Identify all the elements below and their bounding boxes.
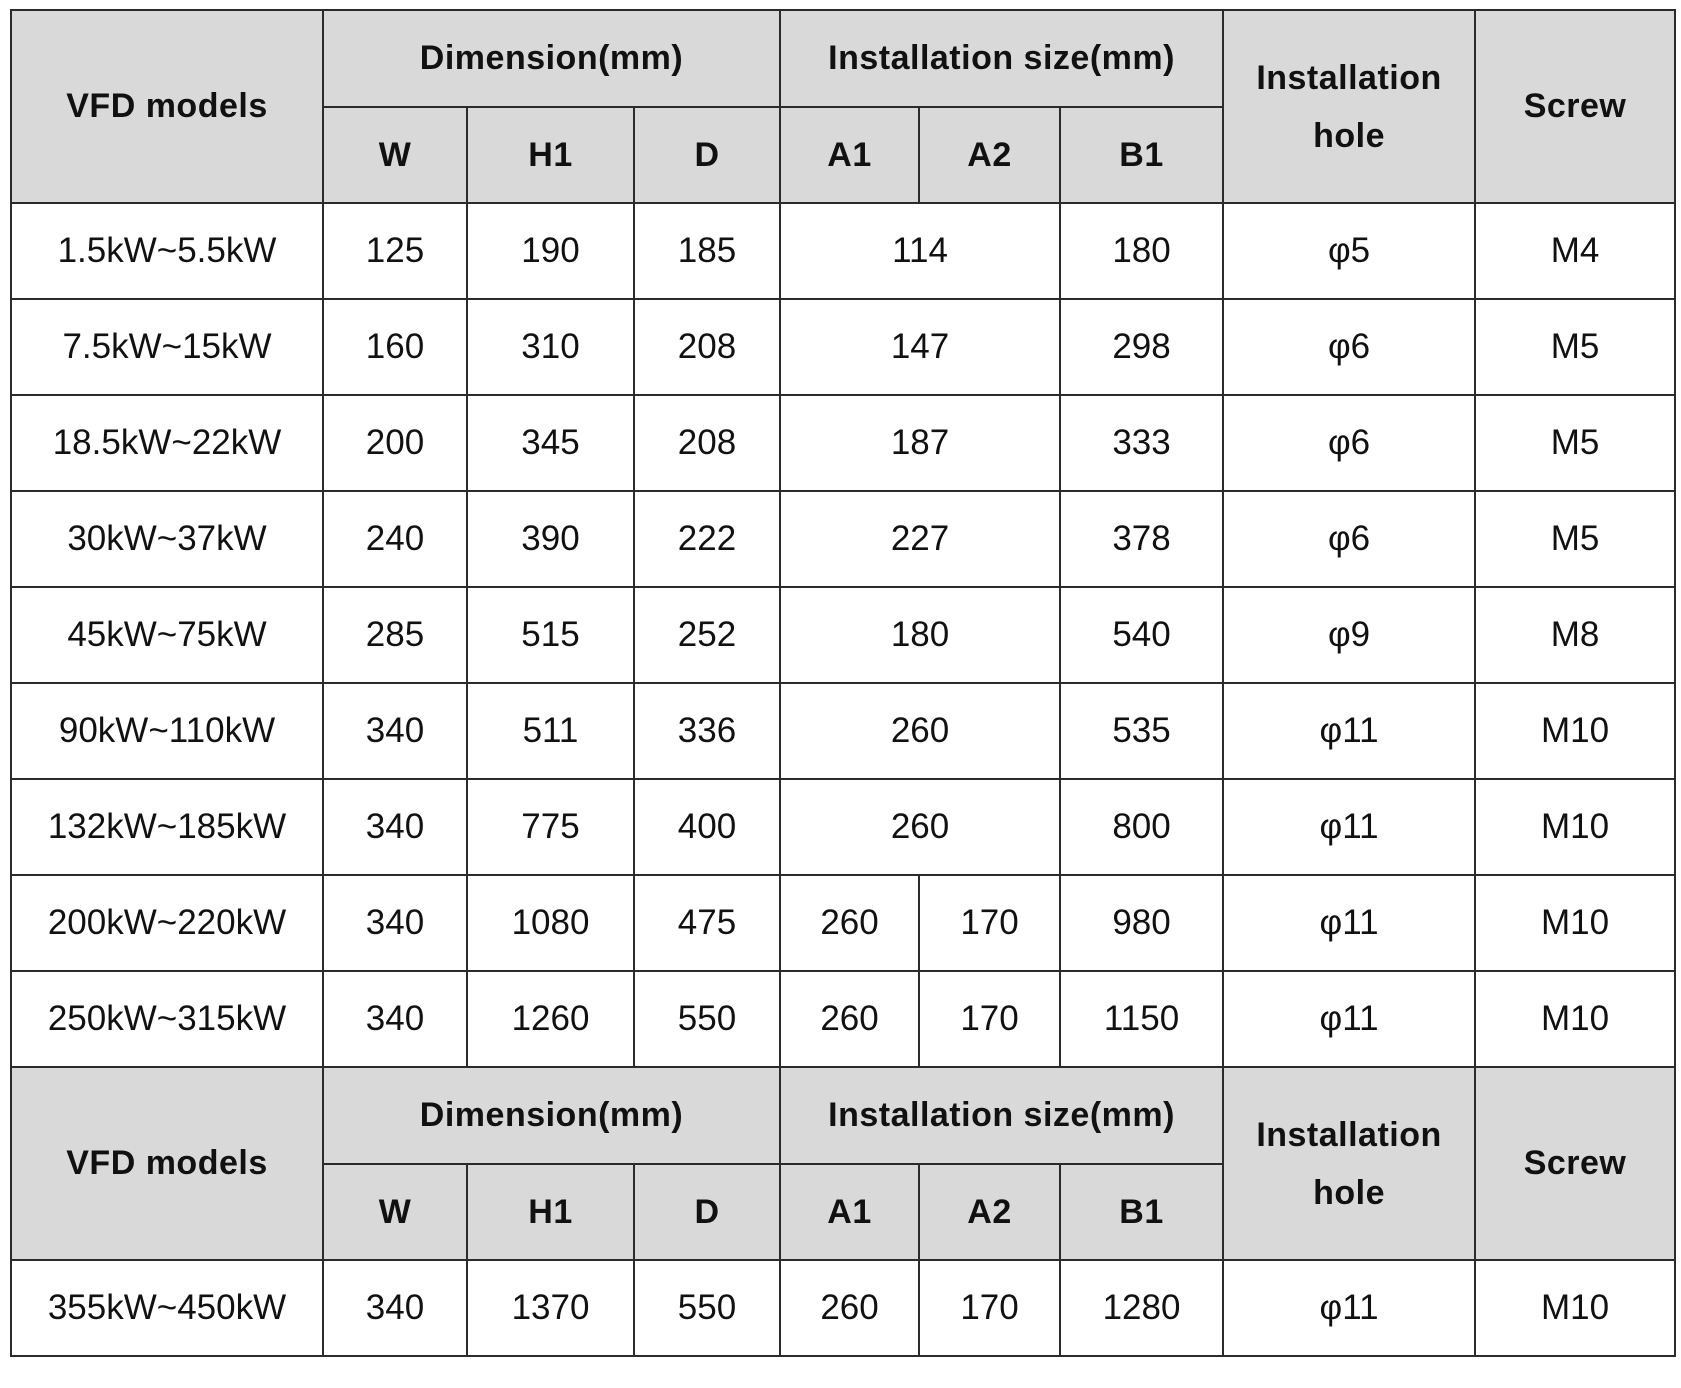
header-a1: A1 [780, 107, 919, 203]
cell-b1: 333 [1060, 395, 1223, 491]
cell-b1: 800 [1060, 779, 1223, 875]
cell-h1: 1260 [467, 971, 634, 1067]
cell-w: 340 [323, 875, 467, 971]
cell-screw: M10 [1475, 683, 1675, 779]
cell-a: 114 [780, 203, 1060, 299]
header-h1: H1 [467, 1164, 634, 1260]
cell-w: 240 [323, 491, 467, 587]
header-row-top-repeat [11, 1067, 1675, 1164]
cell-b1: 378 [1060, 491, 1223, 587]
cell-screw: M5 [1475, 299, 1675, 395]
header-w: W [323, 1164, 467, 1260]
cell-a: 147 [780, 299, 1060, 395]
cell-a: 227 [780, 491, 1060, 587]
header-b1: B1 [1060, 1164, 1223, 1260]
cell-hole: φ11 [1223, 875, 1475, 971]
cell-d: 550 [634, 971, 780, 1067]
cell-a: 187 [780, 395, 1060, 491]
header-a2: A2 [919, 1164, 1060, 1260]
cell-model: 45kW~75kW [11, 587, 323, 683]
cell-hole: φ6 [1223, 491, 1475, 587]
cell-h1: 1370 [467, 1260, 634, 1356]
cell-hole: φ11 [1223, 971, 1475, 1067]
cell-hole: φ9 [1223, 587, 1475, 683]
header-installation-size: Installation size(mm) [780, 1067, 1223, 1164]
header-installation-size: Installation size(mm) [780, 10, 1223, 107]
cell-h1: 190 [467, 203, 634, 299]
cell-screw: M10 [1475, 875, 1675, 971]
header-installation-hole [1223, 1067, 1475, 1260]
cell-a1: 260 [780, 875, 919, 971]
header-d: D [634, 107, 780, 203]
cell-screw: M4 [1475, 203, 1675, 299]
table-row [11, 971, 1675, 1067]
table-row [11, 779, 1675, 875]
cell-a: 180 [780, 587, 1060, 683]
cell-screw: M5 [1475, 491, 1675, 587]
header-d: D [634, 1164, 780, 1260]
cell-d: 336 [634, 683, 780, 779]
header-installation-hole [1223, 10, 1475, 203]
cell-w: 340 [323, 1260, 467, 1356]
cell-b1: 298 [1060, 299, 1223, 395]
table-row [11, 395, 1675, 491]
cell-a1: 260 [780, 971, 919, 1067]
header-installation-hole-line2: hole [1313, 1173, 1385, 1212]
cell-w: 340 [323, 683, 467, 779]
cell-h1: 775 [467, 779, 634, 875]
cell-b1: 980 [1060, 875, 1223, 971]
cell-model: 355kW~450kW [11, 1260, 323, 1356]
cell-b1: 180 [1060, 203, 1223, 299]
header-dimension: Dimension(mm) [323, 1067, 780, 1164]
cell-hole: φ5 [1223, 203, 1475, 299]
cell-model: 132kW~185kW [11, 779, 323, 875]
cell-a: 260 [780, 683, 1060, 779]
header-dimension: Dimension(mm) [323, 10, 780, 107]
cell-b1: 540 [1060, 587, 1223, 683]
cell-screw: M10 [1475, 779, 1675, 875]
cell-hole: φ6 [1223, 395, 1475, 491]
cell-a1: 260 [780, 1260, 919, 1356]
header-screw: Screw [1475, 10, 1675, 203]
cell-w: 200 [323, 395, 467, 491]
header-a1: A1 [780, 1164, 919, 1260]
cell-h1: 345 [467, 395, 634, 491]
table-row [11, 1260, 1675, 1356]
cell-a2: 170 [919, 1260, 1060, 1356]
cell-w: 285 [323, 587, 467, 683]
header-vfd-models: VFD models [11, 1067, 323, 1260]
cell-w: 340 [323, 971, 467, 1067]
cell-b1: 535 [1060, 683, 1223, 779]
table-row [11, 683, 1675, 779]
cell-screw: M10 [1475, 1260, 1675, 1356]
cell-w: 160 [323, 299, 467, 395]
header-installation-hole-line1: Installation [1256, 58, 1442, 97]
cell-d: 208 [634, 299, 780, 395]
cell-model: 30kW~37kW [11, 491, 323, 587]
cell-h1: 310 [467, 299, 634, 395]
header-installation-hole-line2: hole [1313, 116, 1385, 155]
header-vfd-models: VFD models [11, 10, 323, 203]
cell-hole: φ6 [1223, 299, 1475, 395]
cell-model: 90kW~110kW [11, 683, 323, 779]
cell-model: 200kW~220kW [11, 875, 323, 971]
cell-h1: 511 [467, 683, 634, 779]
cell-model: 18.5kW~22kW [11, 395, 323, 491]
cell-hole: φ11 [1223, 683, 1475, 779]
vfd-dimension-table [10, 9, 1676, 1357]
table-row [11, 587, 1675, 683]
header-b1: B1 [1060, 107, 1223, 203]
cell-screw: M5 [1475, 395, 1675, 491]
cell-a2: 170 [919, 971, 1060, 1067]
header-a2: A2 [919, 107, 1060, 203]
cell-a2: 170 [919, 875, 1060, 971]
cell-d: 475 [634, 875, 780, 971]
cell-h1: 515 [467, 587, 634, 683]
header-row-top [11, 10, 1675, 107]
table-row [11, 299, 1675, 395]
cell-screw: M10 [1475, 971, 1675, 1067]
header-installation-hole-line1: Installation [1256, 1115, 1442, 1154]
cell-h1: 390 [467, 491, 634, 587]
cell-h1: 1080 [467, 875, 634, 971]
cell-b1: 1280 [1060, 1260, 1223, 1356]
cell-d: 222 [634, 491, 780, 587]
cell-d: 400 [634, 779, 780, 875]
cell-model: 250kW~315kW [11, 971, 323, 1067]
cell-hole: φ11 [1223, 1260, 1475, 1356]
cell-screw: M8 [1475, 587, 1675, 683]
cell-w: 125 [323, 203, 467, 299]
cell-hole: φ11 [1223, 779, 1475, 875]
cell-a: 260 [780, 779, 1060, 875]
cell-d: 252 [634, 587, 780, 683]
header-w: W [323, 107, 467, 203]
cell-model: 7.5kW~15kW [11, 299, 323, 395]
cell-d: 550 [634, 1260, 780, 1356]
table-row [11, 491, 1675, 587]
table-row [11, 875, 1675, 971]
header-h1: H1 [467, 107, 634, 203]
cell-d: 185 [634, 203, 780, 299]
cell-model: 1.5kW~5.5kW [11, 203, 323, 299]
table-row [11, 203, 1675, 299]
cell-d: 208 [634, 395, 780, 491]
cell-b1: 1150 [1060, 971, 1223, 1067]
header-screw: Screw [1475, 1067, 1675, 1260]
cell-w: 340 [323, 779, 467, 875]
